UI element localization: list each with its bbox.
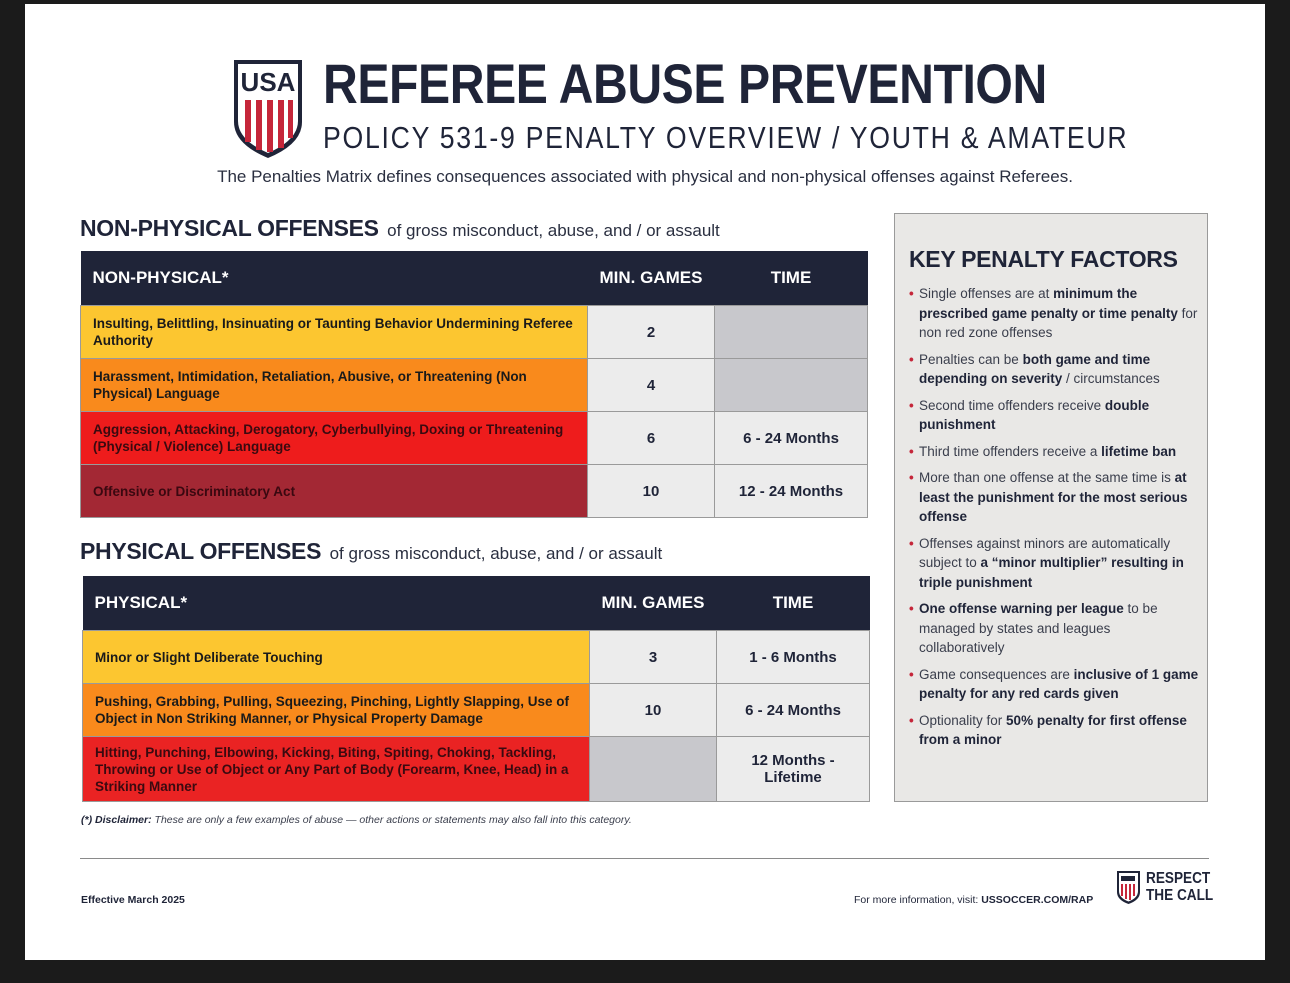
key-factors-title: KEY PENALTY FACTORS <box>909 246 1178 272</box>
key-factor-emphasis: inclusive of 1 game penalty for any red cards given <box>919 666 1199 701</box>
page-subtitle: POLICY 531-9 PENALTY OVERVIEW / YOUTH & AMATEUR <box>323 120 1129 155</box>
physical-heading-suffix: of gross misconduct, abuse, and / or assault <box>329 544 663 563</box>
column-header-time: TIME <box>717 576 870 631</box>
key-penalty-factors-box <box>894 213 1208 802</box>
more-info-prefix: For more information, visit: <box>854 894 982 906</box>
bullet-icon: • <box>909 712 914 728</box>
table-row <box>83 631 870 684</box>
respect-the-call-crest-icon <box>1116 870 1141 905</box>
bullet-icon: • <box>909 397 914 413</box>
nonphysical-heading-title: NON-PHYSICAL OFFENSES <box>80 215 379 241</box>
time-cell: 6 - 24 Months <box>717 684 870 737</box>
offense-cell: Harassment, Intimidation, Retaliation, Abusive, or Threatening (Non Physical) Language <box>81 359 588 412</box>
document-page <box>25 4 1265 960</box>
bullet-icon: • <box>909 666 914 682</box>
footer-divider <box>80 858 1209 859</box>
table-row <box>81 306 868 359</box>
table-row <box>83 737 870 802</box>
disclaimer-text: These are only a few examples of abuse — other actions or statements may also fall into this category. <box>151 814 632 826</box>
table-row <box>81 465 868 518</box>
physical-heading-title: PHYSICAL OFFENSES <box>80 538 322 564</box>
intro-text: The Penalties Matrix defines consequences associated with physical and non-physical offenses against Referees. <box>217 167 1073 186</box>
key-factor-emphasis: double punishment <box>919 397 1150 432</box>
table-row <box>81 412 868 465</box>
rtc-line-1: RESPECT <box>1146 870 1211 887</box>
table-header-row <box>83 576 870 631</box>
offense-cell: Hitting, Punching, Elbowing, Kicking, Biting, Spiting, Choking, Tackling, Throwing or Use of Object or Any Part of Body (Forearm, Knee, Head) in a Striking Manner <box>83 737 590 802</box>
table-row <box>83 684 870 737</box>
more-info <box>854 894 1093 906</box>
offense-cell: Aggression, Attacking, Derogatory, Cyberbullying, Doxing or Threatening (Physical / Violence) Language <box>81 412 588 465</box>
bullet-icon: • <box>909 443 914 459</box>
min-games-cell: 10 <box>590 684 717 737</box>
key-factor-text: Offenses against minors are automatically subject to <box>919 535 1171 570</box>
bullet-icon: • <box>909 286 914 301</box>
offense-cell: Offensive or Discriminatory Act <box>81 465 588 518</box>
key-factor-emphasis: minimum the prescribed game penalty or time penalty <box>919 286 1178 321</box>
key-factor-item <box>909 396 1199 435</box>
key-factor-text: Optionality for <box>919 712 1007 728</box>
time-cell: 12 - 24 Months <box>715 465 868 518</box>
key-factor-text: Second time offenders receive <box>919 397 1105 413</box>
column-header-min-games: MIN. GAMES <box>588 251 715 306</box>
table-row <box>81 359 868 412</box>
key-factor-emphasis: both game and time depending on severity <box>919 351 1151 386</box>
key-factor-text: for non red zone offenses <box>919 305 1198 340</box>
physical-heading <box>80 538 662 565</box>
key-factor-item <box>909 711 1199 750</box>
offense-cell: Pushing, Grabbing, Pulling, Squeezing, Pinching, Lightly Slapping, Use of Object in Non Striking Manner, or Physical Property Damage <box>83 684 590 737</box>
key-factor-text: Game consequences are <box>919 666 1074 682</box>
more-info-link[interactable]: USSOCCER.COM/RAP <box>981 894 1094 906</box>
min-games-cell: 2 <box>588 306 715 359</box>
time-cell <box>715 306 868 359</box>
offense-cell: Minor or Slight Deliberate Touching <box>83 631 590 684</box>
nonphysical-heading-suffix: of gross misconduct, abuse, and / or assault <box>387 221 720 240</box>
min-games-cell <box>590 737 717 802</box>
physical-table <box>82 576 870 802</box>
key-factor-emphasis: One offense warning per league <box>919 601 1124 616</box>
bullet-icon: • <box>909 535 914 551</box>
bullet-icon: • <box>909 601 914 616</box>
min-games-cell: 10 <box>588 465 715 518</box>
key-factor-text: to be managed by states and leagues collaboratively <box>919 601 1158 655</box>
nonphysical-heading <box>80 215 720 242</box>
crest-text: USA <box>240 67 296 97</box>
key-factors-list <box>909 284 1199 757</box>
key-factor-item <box>909 599 1199 658</box>
bullet-icon: • <box>909 470 914 485</box>
nonphysical-table <box>80 251 868 518</box>
key-factor-text: Third time offenders receive a <box>919 443 1102 459</box>
key-factor-item <box>909 284 1199 343</box>
key-factor-item <box>909 665 1199 704</box>
disclaimer-label: (*) Disclaimer: <box>81 814 152 826</box>
key-factor-item <box>909 534 1199 593</box>
usa-soccer-crest-icon <box>232 58 304 160</box>
key-factor-item <box>909 468 1199 527</box>
key-factor-emphasis: a “minor multiplier” resulting in triple punishment <box>919 555 1184 590</box>
rtc-line-2: THE CALL <box>1146 887 1214 904</box>
column-header-min-games: MIN. GAMES <box>590 576 717 631</box>
column-header-offense: PHYSICAL* <box>83 576 590 631</box>
key-factor-emphasis: at least the punishment for the most serious offense <box>919 470 1188 524</box>
respect-the-call-wordmark <box>1146 870 1213 904</box>
offense-cell: Insulting, Belittling, Insinuating or Taunting Behavior Undermining Referee Authority <box>81 306 588 359</box>
key-factor-emphasis: 50% penalty for first offense from a minor <box>919 712 1187 747</box>
page-title: REFEREE ABUSE PREVENTION <box>323 52 1047 115</box>
time-cell: 1 - 6 Months <box>717 631 870 684</box>
key-factor-text: More than one offense at the same time is <box>919 470 1175 485</box>
disclaimer <box>81 814 632 826</box>
bullet-icon: • <box>909 351 914 367</box>
key-factor-text: Penalties can be <box>919 351 1023 367</box>
column-header-time: TIME <box>715 251 868 306</box>
table-header-row <box>81 251 868 306</box>
time-cell: 12 Months - Lifetime <box>717 737 870 802</box>
effective-date: Effective March 2025 <box>81 894 185 906</box>
column-header-offense: NON-PHYSICAL* <box>81 251 588 306</box>
key-factor-text: / circumstances <box>1062 371 1160 386</box>
min-games-cell: 3 <box>590 631 717 684</box>
min-games-cell: 6 <box>588 412 715 465</box>
key-factor-item <box>909 442 1199 462</box>
key-factor-text: Single offenses are at <box>919 286 1054 301</box>
time-cell: 6 - 24 Months <box>715 412 868 465</box>
time-cell <box>715 359 868 412</box>
key-factor-item <box>909 350 1199 389</box>
min-games-cell: 4 <box>588 359 715 412</box>
key-factor-emphasis: lifetime ban <box>1101 443 1177 459</box>
